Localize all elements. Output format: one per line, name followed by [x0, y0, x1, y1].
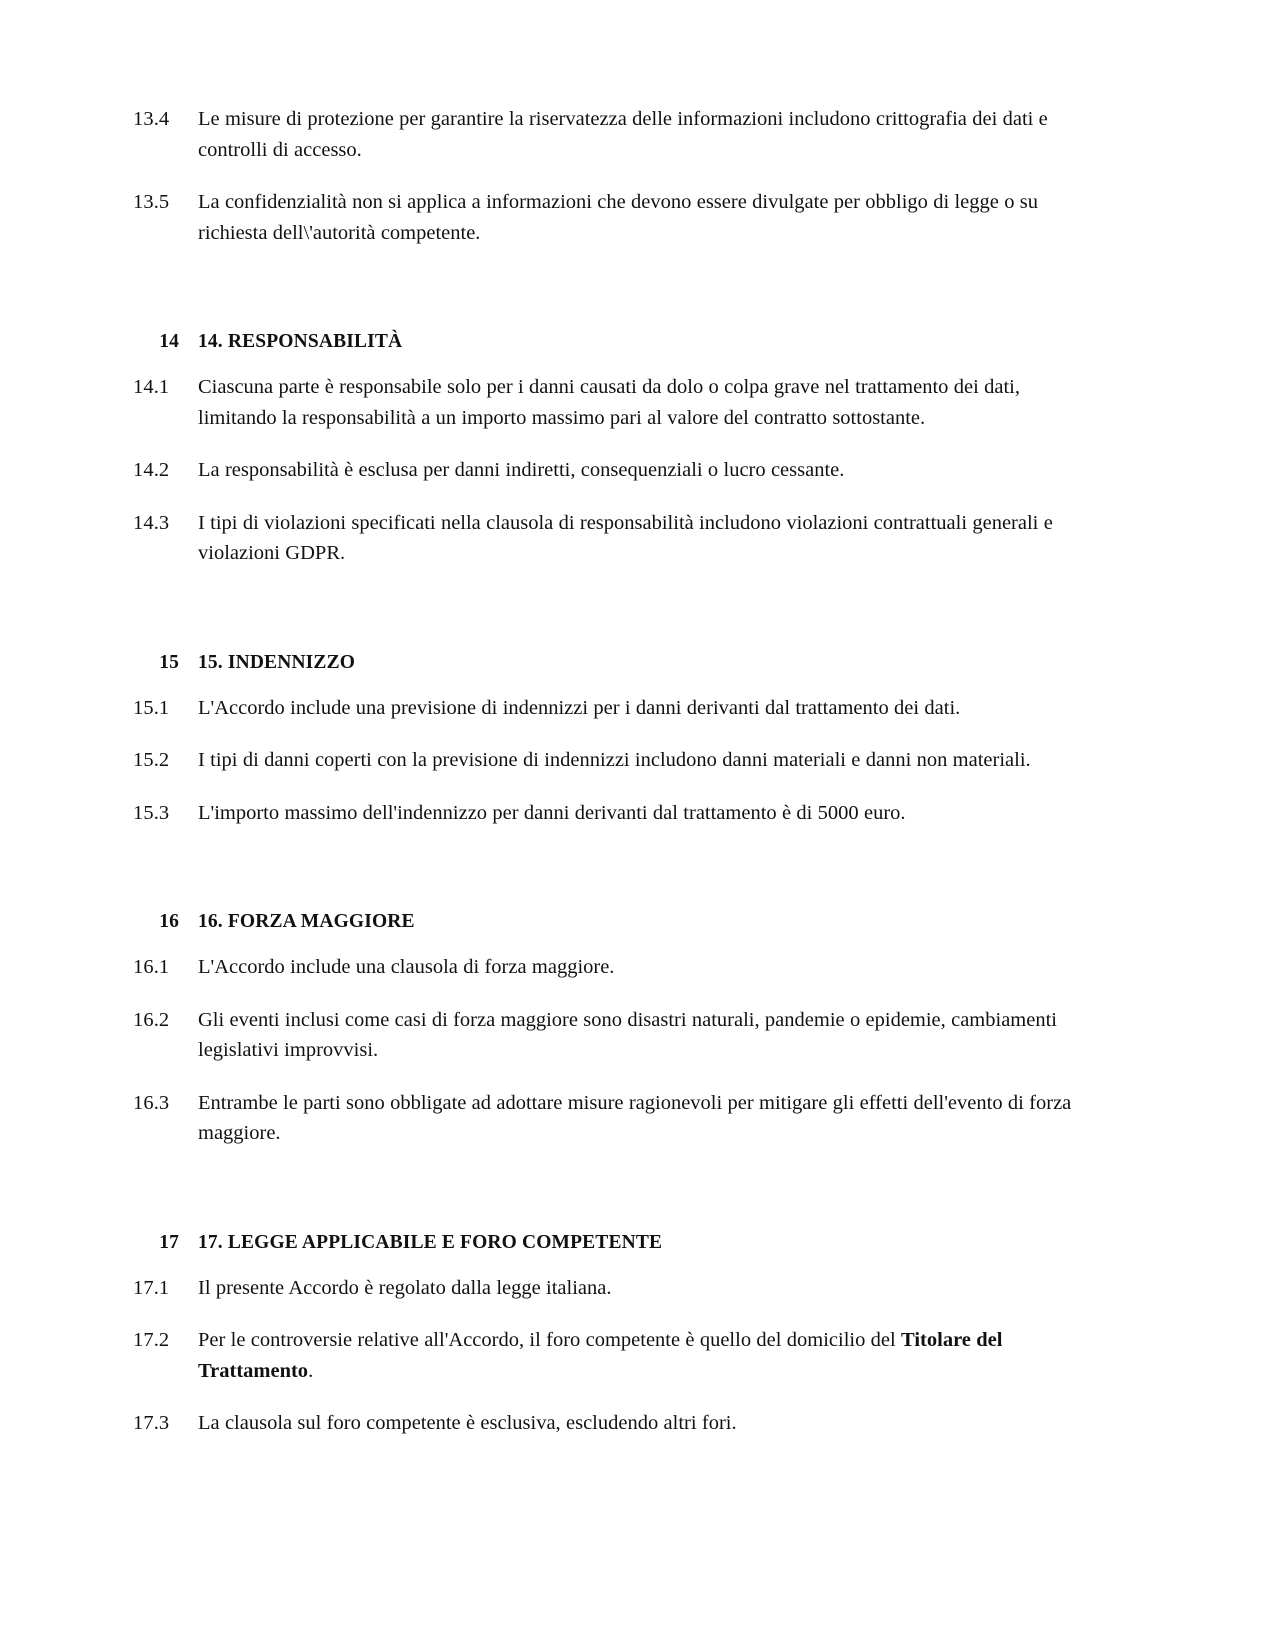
section-title: 17. LEGGE APPLICABILE E FORO COMPETENTE	[198, 1231, 663, 1253]
clause-17-2	[133, 1325, 1073, 1386]
clause-14-2	[133, 455, 1073, 486]
clause-number: 14.1	[133, 376, 170, 398]
clause-text: I tipi di violazioni specificati nella clausola di responsabilità includono violazioni contrattuali generali e violazioni GDPR.	[198, 511, 1053, 564]
clause-number: 15.3	[133, 801, 170, 824]
clause-number: 16.3	[133, 1091, 170, 1114]
clause-number: 17.3	[133, 1412, 170, 1434]
section-number: 15	[159, 651, 179, 673]
clause-16-2	[133, 1005, 1073, 1066]
clause-number: 14.2	[133, 459, 170, 481]
section-number: 17	[159, 1231, 179, 1253]
clause-text: L'Accordo include una previsione di indennizzi per i danni derivanti dal trattamento dei dati.	[198, 696, 961, 719]
clause-text: Entrambe le parti sono obbligate ad adottare misure ragionevoli per mitigare gli effetti dell'evento di forza maggiore.	[198, 1091, 1072, 1144]
clause-13-4	[133, 104, 1073, 165]
clause-text-segment: Per le controversie relative all'Accordo, il foro competente è quello del domicilio del	[198, 1329, 902, 1351]
clause-number: 17.2	[133, 1329, 170, 1351]
clause-16-3	[133, 1088, 1073, 1149]
clause-15-2	[133, 745, 1073, 776]
clause-number: 13.5	[133, 191, 170, 213]
clause-13-5	[133, 187, 1073, 248]
section-title: 14. RESPONSABILITÀ	[198, 331, 403, 352]
clause-14-1	[133, 372, 1073, 433]
clause-15-3	[133, 798, 1073, 829]
clause-14-3	[133, 508, 1073, 569]
clause-text-rich	[198, 1325, 1073, 1386]
clause-16-1	[133, 952, 1073, 983]
clause-number: 14.3	[133, 511, 170, 534]
clause-number: 16.2	[133, 1008, 170, 1031]
clause-text: I tipi di danni coperti con la previsione di indennizzi includono danni materiali e danni non materiali.	[198, 749, 1031, 771]
clause-text-emphasis: Titolare del Trattamento	[198, 1329, 1003, 1382]
section-spacer	[133, 270, 1073, 304]
section-spacer	[133, 591, 1073, 625]
section-spacer	[133, 1171, 1073, 1205]
clause-text: Il presente Accordo è regolato dalla legge italiana.	[198, 1276, 612, 1299]
section-heading-16	[133, 884, 1073, 952]
clause-text-segment: .	[308, 1359, 314, 1382]
clause-number: 15.2	[133, 749, 170, 771]
section-number: 16	[159, 911, 179, 932]
document-content	[133, 104, 1073, 1439]
clause-text: La confidenzialità non si applica a informazioni che devono essere divulgate per obbligo di legge o su richiesta dell\'autorità competente.	[198, 191, 1039, 244]
section-heading-15	[133, 625, 1073, 693]
clause-number: 13.4	[133, 108, 170, 130]
section-heading-14	[133, 304, 1073, 372]
clause-text: Ciascuna parte è responsabile solo per i danni causati da dolo o colpa grave nel trattamento dei dati, limitando la responsabilità a un importo massimo pari al valore del contratto sottostante.	[198, 376, 1020, 429]
clause-text: L'Accordo include una clausola di forza maggiore.	[198, 956, 615, 978]
section-title: 15. INDENNIZZO	[198, 651, 356, 673]
section-number: 14	[159, 331, 179, 352]
clause-17-3	[133, 1408, 1073, 1439]
clause-text: Gli eventi inclusi come casi di forza maggiore sono disastri naturali, pandemie o epidemie, cambiamenti legislativi improvvisi.	[198, 1008, 1057, 1061]
section-title: 16. FORZA MAGGIORE	[198, 911, 415, 932]
section-spacer	[133, 850, 1073, 884]
clause-text: L'importo massimo dell'indennizzo per danni derivanti dal trattamento è di 5000 euro.	[198, 801, 906, 824]
clause-number: 17.1	[133, 1276, 170, 1299]
clause-text: Le misure di protezione per garantire la riservatezza delle informazioni includono crittografia dei dati e controlli di accesso.	[198, 108, 1048, 161]
section-heading-17	[133, 1205, 1073, 1273]
clause-15-1	[133, 693, 1073, 724]
clause-text: La clausola sul foro competente è esclusiva, escludendo altri fori.	[198, 1412, 737, 1434]
clause-text: La responsabilità è esclusa per danni indiretti, consequenziali o lucro cessante.	[198, 459, 845, 481]
clause-number: 16.1	[133, 956, 170, 978]
clause-17-1	[133, 1273, 1073, 1304]
clause-number: 15.1	[133, 696, 170, 719]
